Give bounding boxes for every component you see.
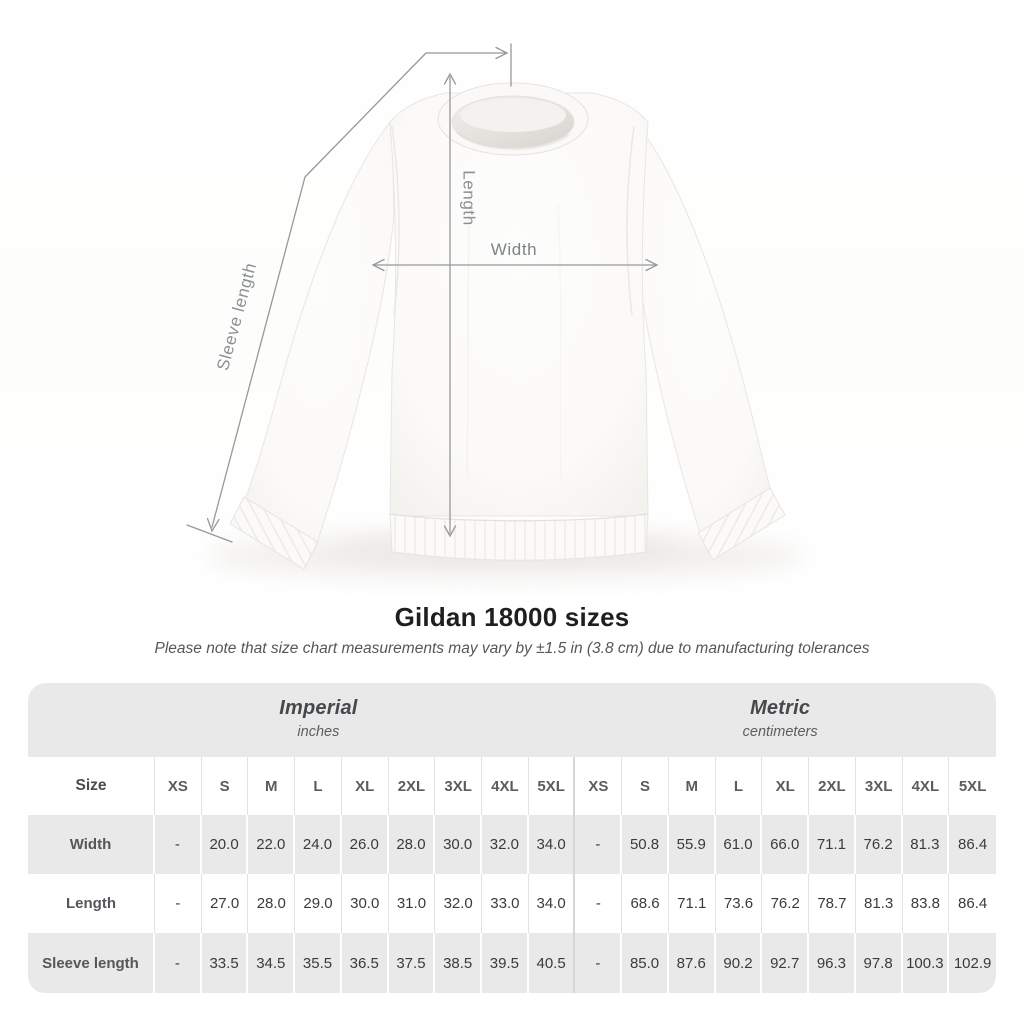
col-header-imperial-l: L: [295, 757, 342, 815]
cell-metric-l: 90.2: [716, 933, 763, 993]
cell-imperial-4xl: 39.5: [482, 933, 529, 993]
cell-metric-xs: -: [575, 933, 622, 993]
cell-metric-l: 73.6: [716, 874, 763, 933]
cell-imperial-xs: -: [155, 815, 202, 874]
cell-imperial-l: 35.5: [295, 933, 342, 993]
cell-metric-xl: 92.7: [762, 933, 809, 993]
cell-metric-s: 50.8: [622, 815, 669, 874]
col-header-imperial-m: M: [248, 757, 295, 815]
body-panel: [390, 93, 648, 516]
row-label: Sleeve length: [28, 933, 155, 993]
cell-imperial-3xl: 32.0: [435, 874, 482, 933]
cell-imperial-s: 27.0: [202, 874, 249, 933]
unit-group-band: [28, 683, 996, 757]
cell-metric-m: 71.1: [669, 874, 716, 933]
cell-imperial-4xl: 33.0: [482, 874, 529, 933]
table-row: [28, 815, 996, 874]
cell-metric-2xl: 78.7: [809, 874, 856, 933]
cell-imperial-3xl: 38.5: [435, 933, 482, 993]
cell-metric-5xl: 86.4: [949, 815, 996, 874]
cell-metric-2xl: 71.1: [809, 815, 856, 874]
cell-metric-xs: -: [575, 874, 622, 933]
tolerance-note: Please note that size chart measurements may vary by ±1.5 in (3.8 cm) due to manufacturing tolerances: [154, 640, 870, 657]
cell-imperial-xl: 26.0: [342, 815, 389, 874]
col-header-metric-xl: XL: [762, 757, 809, 815]
col-header-imperial-5xl: 5XL: [529, 757, 576, 815]
cell-metric-2xl: 96.3: [809, 933, 856, 993]
col-header-imperial-xl: XL: [342, 757, 389, 815]
cell-metric-4xl: 81.3: [903, 815, 950, 874]
cell-imperial-s: 20.0: [202, 815, 249, 874]
cell-imperial-xs: -: [155, 874, 202, 933]
col-header-imperial-4xl: 4XL: [482, 757, 529, 815]
metric-group-unit: centimeters: [742, 724, 818, 740]
cell-imperial-2xl: 37.5: [389, 933, 436, 993]
cell-metric-s: 68.6: [622, 874, 669, 933]
col-header-imperial-2xl: 2XL: [389, 757, 436, 815]
col-header-imperial-3xl: 3XL: [435, 757, 482, 815]
metric-group-title: Metric: [750, 697, 811, 719]
cell-metric-xs: -: [575, 815, 622, 874]
width-label: Width: [490, 240, 538, 259]
cell-imperial-m: 28.0: [248, 874, 295, 933]
cell-imperial-5xl: 34.0: [529, 815, 576, 874]
cell-metric-5xl: 86.4: [949, 874, 996, 933]
right-sleeve: [632, 120, 771, 536]
col-header-metric-2xl: 2XL: [809, 757, 856, 815]
table-row: [28, 933, 996, 993]
size-column-header: Size: [28, 757, 155, 815]
cell-metric-xl: 76.2: [762, 874, 809, 933]
collar-back: [460, 98, 566, 132]
cell-imperial-xl: 36.5: [342, 933, 389, 993]
col-header-metric-5xl: 5XL: [949, 757, 996, 815]
cell-imperial-s: 33.5: [202, 933, 249, 993]
cell-imperial-m: 22.0: [248, 815, 295, 874]
cell-imperial-m: 34.5: [248, 933, 295, 993]
col-header-metric-xs: XS: [575, 757, 622, 815]
cell-imperial-l: 24.0: [295, 815, 342, 874]
cell-imperial-2xl: 28.0: [389, 815, 436, 874]
crewneck-sweatshirt-illustration: [230, 83, 785, 569]
col-header-metric-m: M: [669, 757, 716, 815]
imperial-group-title: Imperial: [279, 697, 358, 719]
cell-metric-4xl: 83.8: [903, 874, 950, 933]
cell-metric-xl: 66.0: [762, 815, 809, 874]
col-header-metric-l: L: [716, 757, 763, 815]
cell-metric-s: 85.0: [622, 933, 669, 993]
length-label: Length: [459, 170, 479, 226]
cell-metric-l: 61.0: [716, 815, 763, 874]
col-header-metric-s: S: [622, 757, 669, 815]
metric-group-header: [743, 697, 818, 740]
table-header-row: [28, 757, 996, 815]
cell-metric-m: 55.9: [669, 815, 716, 874]
cell-metric-4xl: 100.3: [903, 933, 950, 993]
left-sleeve: [244, 120, 394, 546]
col-header-metric-3xl: 3XL: [856, 757, 903, 815]
size-chart: [28, 683, 996, 993]
col-header-metric-4xl: 4XL: [903, 757, 950, 815]
col-header-imperial-xs: XS: [155, 757, 202, 815]
cell-metric-3xl: 81.3: [856, 874, 903, 933]
imperial-group-header: [279, 697, 357, 740]
size-table: [28, 757, 996, 993]
cell-metric-m: 87.6: [669, 933, 716, 993]
cell-imperial-5xl: 40.5: [529, 933, 576, 993]
cell-metric-3xl: 97.8: [856, 933, 903, 993]
cell-imperial-4xl: 32.0: [482, 815, 529, 874]
sleeve-length-label: Sleeve length: [213, 260, 261, 373]
cell-imperial-5xl: 34.0: [529, 874, 576, 933]
page-title: Gildan 18000 sizes: [394, 602, 630, 632]
row-label: Width: [28, 815, 155, 874]
cell-metric-5xl: 102.9: [949, 933, 996, 993]
row-label: Length: [28, 874, 155, 933]
col-header-imperial-s: S: [202, 757, 249, 815]
cell-imperial-l: 29.0: [295, 874, 342, 933]
imperial-group-unit: inches: [297, 724, 340, 740]
cell-imperial-3xl: 30.0: [435, 815, 482, 874]
cell-imperial-xs: -: [155, 933, 202, 993]
cell-imperial-2xl: 31.0: [389, 874, 436, 933]
cell-metric-3xl: 76.2: [856, 815, 903, 874]
table-row: [28, 874, 996, 933]
cell-imperial-xl: 30.0: [342, 874, 389, 933]
